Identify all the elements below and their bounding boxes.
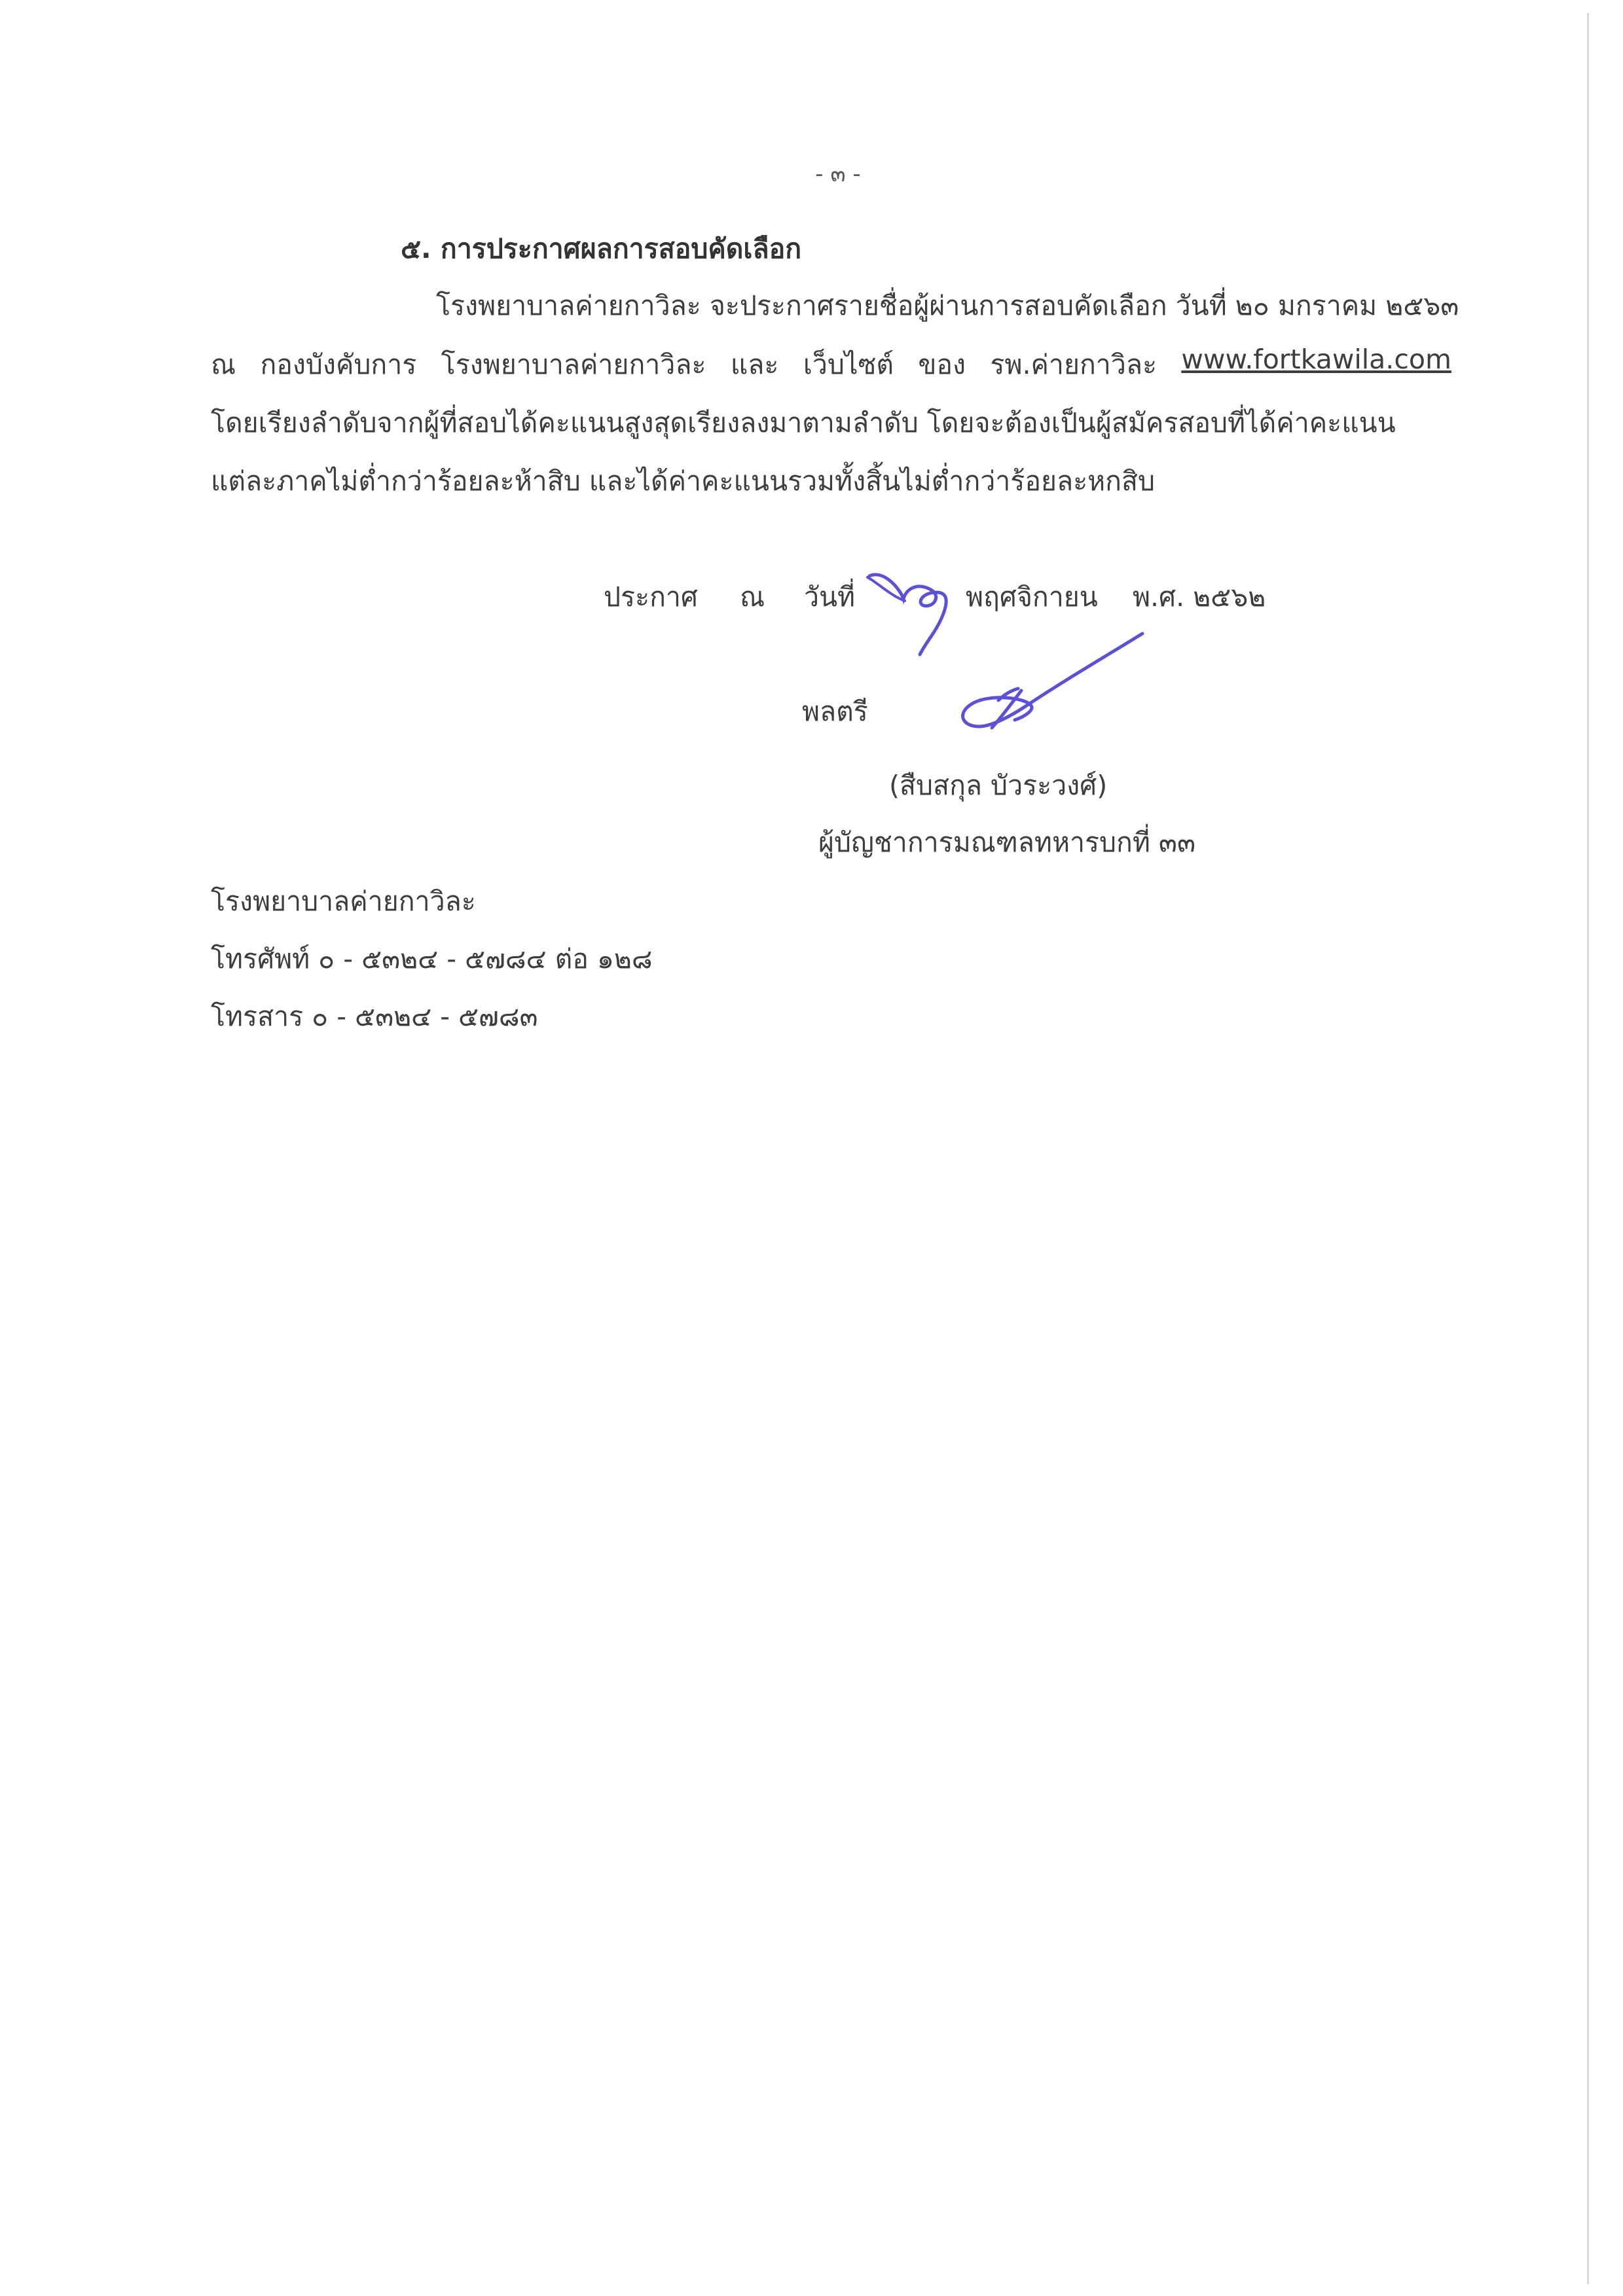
signatory-position: ผู้บัญชาการมณฑลทหารบกที่ ๓๓ (818, 827, 1195, 858)
line2-word: เว็บไซต์ (803, 349, 894, 380)
website-link[interactable]: www.fortkawila.com (1181, 344, 1451, 375)
scan-edge-line (1587, 13, 1589, 2284)
announcement-year: พ.ศ. ๒๕๖๒ (1133, 581, 1266, 613)
paragraph-line-4: แต่ละภาคไม่ต่ำกว่าร้อยละห้าสิบ และได้ค่าคะแนนรวมทั้งสิ้นไม่ต่ำกว่าร้อยละหกสิบ (211, 465, 1156, 497)
signatory-name: (สืบสกุล บัวระวงศ์) (889, 770, 1108, 801)
announcement-prefix: ประกาศ (604, 581, 698, 613)
line2-word: กองบังคับการ (260, 349, 417, 380)
signature (953, 628, 1149, 746)
announcement-at: ณ (740, 581, 765, 613)
paragraph-line-3: โดยเรียงลำดับจากผู้ที่สอบได้คะแนนสูงสุดเรียงลงมาตามลำดับ โดยจะต้องเป็นผู้สมัครสอบที่ได้ค่าคะแนน (211, 407, 1396, 439)
announcement-date-label: วันที่ (804, 581, 856, 613)
contact-phone: โทรศัพท์ ๐ - ๕๓๒๔ - ๕๗๘๔ ต่อ ๑๒๘ (211, 943, 653, 975)
contact-organization: โรงพยาบาลค่ายกาวิละ (211, 886, 476, 917)
line2-word: รพ.ค่ายกาวิละ (990, 349, 1157, 380)
section-heading: ๕. การประกาศผลการสอบคัดเลือก (401, 233, 802, 264)
page-number: - ๓ - (815, 161, 861, 187)
paragraph-line-1: โรงพยาบาลค่ายกาวิละ จะประกาศรายชื่อผู้ผ่านการสอบคัดเลือก วันที่ ๒๐ มกราคม ๒๕๖๓ (436, 290, 1459, 321)
announcement-month: พฤศจิกายน (966, 581, 1098, 613)
line2-word: ของ (918, 349, 966, 380)
line2-word: ณ (211, 349, 236, 380)
signatory-rank: พลตรี (802, 696, 868, 727)
line2-word: และ (730, 349, 779, 380)
contact-fax: โทรสาร ๐ - ๕๓๒๔ - ๕๗๘๓ (211, 1001, 538, 1032)
paragraph-line-2 (211, 344, 1451, 386)
line2-word: โรงพยาบาลค่ายกาวิละ (441, 349, 706, 380)
